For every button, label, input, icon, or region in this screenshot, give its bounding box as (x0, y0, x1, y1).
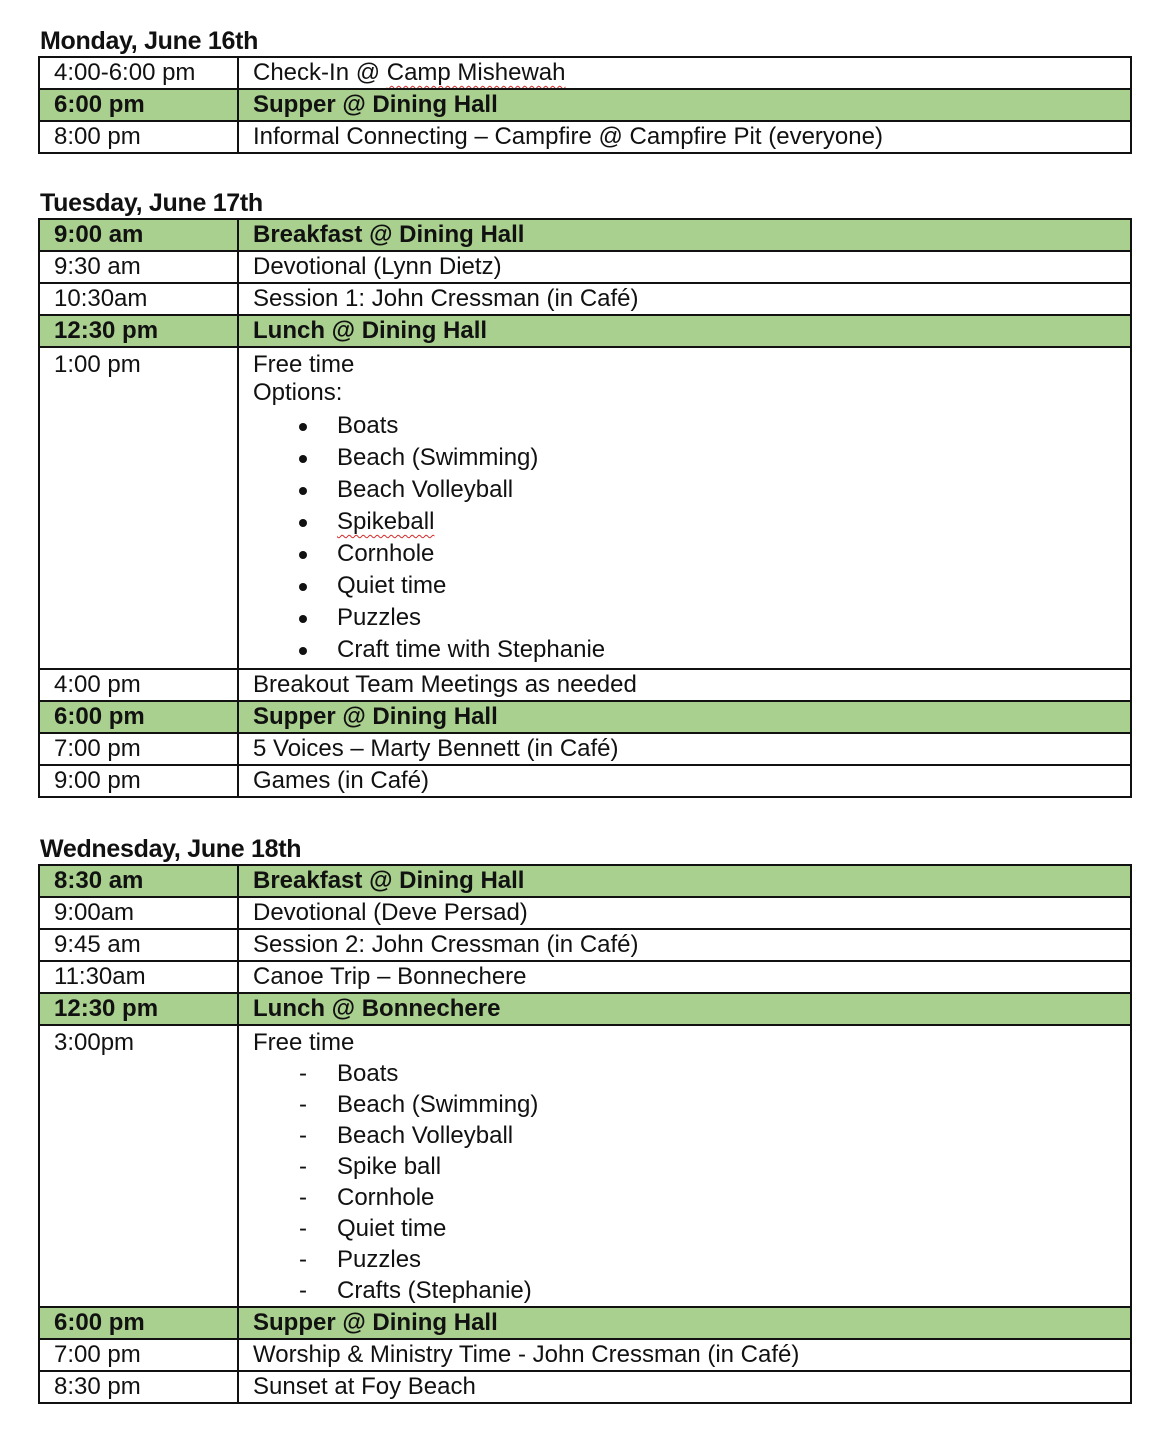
dash-icon: - (299, 1277, 307, 1304)
list-item (253, 1244, 1130, 1275)
day-monday (38, 26, 1132, 154)
event-cell: Breakfast @ Dining Hall (238, 865, 1131, 897)
event-cell: Session 2: John Cressman (in Café) (238, 929, 1131, 961)
list-item (253, 538, 1130, 570)
schedule-row (39, 765, 1131, 797)
event-cell: Lunch @ Dining Hall (238, 315, 1131, 347)
event-cell (238, 1025, 1131, 1307)
option-text: Puzzles (337, 1246, 422, 1273)
event-cell: Games (in Café) (238, 765, 1131, 797)
option-text: Beach Volleyball (337, 476, 514, 503)
day-title: Monday, June 16th (40, 27, 259, 55)
schedule-row (39, 961, 1131, 993)
schedule-table-monday (38, 56, 1132, 154)
time-cell: 1:00 pm (39, 347, 238, 669)
event-cell: Supper @ Dining Hall (238, 1307, 1131, 1339)
time-cell: 4:00-6:00 pm (39, 57, 238, 89)
option-text: Boats (337, 1060, 399, 1087)
list-item (253, 1182, 1130, 1213)
time-cell: 7:00 pm (39, 733, 238, 765)
day-tuesday (38, 188, 1132, 798)
schedule-row-meal (39, 701, 1131, 733)
option-text: Craft time with Stephanie (337, 636, 606, 663)
time-cell: 9:00 am (39, 219, 238, 251)
spellcheck-flagged-word: Camp Mishewah (386, 59, 566, 86)
dash-icon: - (299, 1153, 307, 1180)
schedule-row (39, 121, 1131, 153)
schedule-row-meal (39, 1307, 1131, 1339)
event-cell: Canoe Trip – Bonnechere (238, 961, 1131, 993)
option-text: Crafts (Stephanie) (337, 1277, 532, 1304)
time-cell: 8:00 pm (39, 121, 238, 153)
schedule-row (39, 251, 1131, 283)
option-text: Quiet time (337, 1215, 447, 1242)
event-cell: Supper @ Dining Hall (238, 701, 1131, 733)
schedule-row-meal (39, 89, 1131, 121)
dash-icon: - (299, 1184, 307, 1211)
list-item (253, 474, 1130, 506)
options-list (253, 1058, 1130, 1306)
time-cell: 3:00pm (39, 1025, 238, 1307)
event-cell: Sunset at Foy Beach (238, 1371, 1131, 1403)
list-item (253, 506, 1130, 538)
event-cell: Breakout Team Meetings as needed (238, 669, 1131, 701)
event-cell: Session 1: John Cressman (in Café) (238, 283, 1131, 315)
event-cell: Devotional (Deve Persad) (238, 897, 1131, 929)
list-item (253, 602, 1130, 634)
event-cell: Devotional (Lynn Dietz) (238, 251, 1131, 283)
event-cell: Supper @ Dining Hall (238, 89, 1131, 121)
options-label: Options: (253, 379, 343, 406)
time-cell: 12:30 pm (39, 993, 238, 1025)
time-cell: 9:00am (39, 897, 238, 929)
option-text: Beach (Swimming) (337, 444, 539, 471)
dash-icon: - (299, 1091, 307, 1118)
time-cell: 8:30 pm (39, 1371, 238, 1403)
option-text: Quiet time (337, 572, 447, 599)
schedule-row (39, 1371, 1131, 1403)
time-cell: 10:30am (39, 283, 238, 315)
option-text: Beach Volleyball (337, 1122, 514, 1149)
time-cell: 9:30 am (39, 251, 238, 283)
option-text: Puzzles (337, 604, 422, 631)
list-item (253, 634, 1130, 666)
time-cell: 7:00 pm (39, 1339, 238, 1371)
time-cell: 6:00 pm (39, 701, 238, 733)
time-cell: 4:00 pm (39, 669, 238, 701)
event-cell (238, 347, 1131, 669)
list-item (253, 1213, 1130, 1244)
event-cell: Lunch @ Bonnechere (238, 993, 1131, 1025)
dash-icon: - (299, 1215, 307, 1242)
event-cell: Worship & Ministry Time - John Cressman (in Café) (238, 1339, 1131, 1371)
dash-icon: - (299, 1246, 307, 1273)
schedule-row (39, 57, 1131, 89)
schedule-row (39, 283, 1131, 315)
schedule-row (39, 1339, 1131, 1371)
list-item (253, 442, 1130, 474)
time-cell: 6:00 pm (39, 89, 238, 121)
time-cell: 9:00 pm (39, 765, 238, 797)
option-text: Cornhole (337, 540, 435, 567)
options-list (253, 410, 1130, 666)
time-cell: 9:45 am (39, 929, 238, 961)
dash-icon: - (299, 1122, 307, 1149)
option-text-flagged: Spikeball (337, 508, 435, 535)
schedule-row-meal (39, 315, 1131, 347)
time-cell: 6:00 pm (39, 1307, 238, 1339)
schedule-row (39, 669, 1131, 701)
time-cell: 8:30 am (39, 865, 238, 897)
schedule-row-free-time (39, 347, 1131, 669)
dash-icon: - (299, 1060, 307, 1087)
list-item (253, 1151, 1130, 1182)
list-item (253, 410, 1130, 442)
list-item (253, 1275, 1130, 1306)
schedule-row (39, 897, 1131, 929)
event-cell (238, 57, 1131, 89)
schedule-row-meal (39, 993, 1131, 1025)
day-title: Wednesday, June 18th (40, 835, 302, 863)
list-item (253, 1058, 1130, 1089)
list-item (253, 1120, 1130, 1151)
schedule-row-meal (39, 219, 1131, 251)
option-text: Boats (337, 412, 399, 439)
day-title: Tuesday, June 17th (40, 189, 263, 217)
schedule-table-wednesday (38, 864, 1132, 1404)
schedule-row-free-time (39, 1025, 1131, 1307)
schedule-table-tuesday (38, 218, 1132, 798)
time-cell: 11:30am (39, 961, 238, 993)
schedule-row (39, 733, 1131, 765)
event-cell: Informal Connecting – Campfire @ Campfire Pit (everyone) (238, 121, 1131, 153)
free-time-label: Free time (253, 1029, 355, 1056)
list-item (253, 570, 1130, 602)
day-wednesday (38, 834, 1132, 1404)
schedule-row-meal (39, 865, 1131, 897)
time-cell: 12:30 pm (39, 315, 238, 347)
option-text: Beach (Swimming) (337, 1091, 539, 1118)
option-text: Spike ball (337, 1153, 442, 1180)
event-cell: 5 Voices – Marty Bennett (in Café) (238, 733, 1131, 765)
event-text: Check-In @ (253, 59, 387, 86)
list-item (253, 1089, 1130, 1120)
option-text: Cornhole (337, 1184, 435, 1211)
event-cell: Breakfast @ Dining Hall (238, 219, 1131, 251)
free-time-label: Free time (253, 351, 355, 378)
schedule-row (39, 929, 1131, 961)
